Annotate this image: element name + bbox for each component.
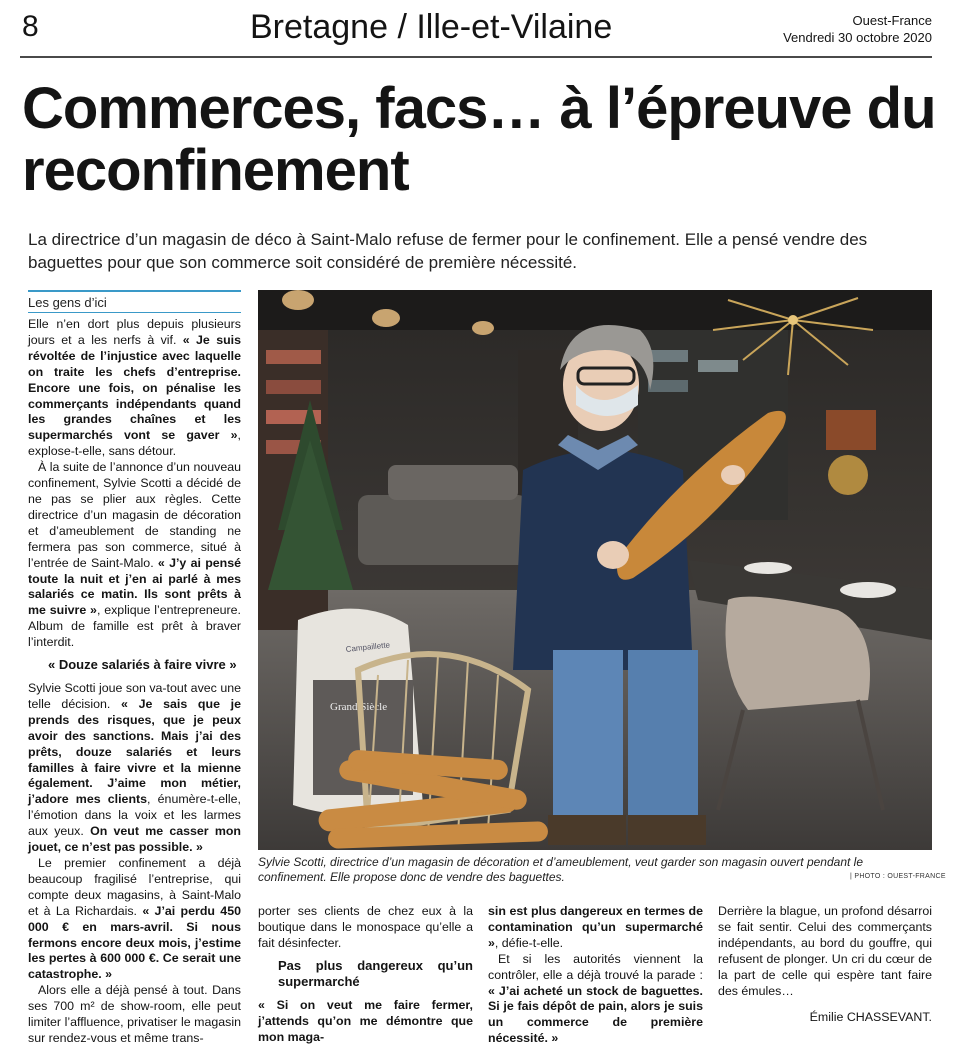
paragraph: Et si les autorités viennent la contrôler, elle a déjà trouvé la parade : « J’ai acheté un stock de baguettes. Si je fais dépôt de pain, alors je suis un commerce de première nécessité. » [488, 951, 703, 1046]
rubric-bottom-bar [28, 312, 241, 313]
page-number: 8 [22, 10, 39, 43]
newspaper-info [783, 12, 932, 46]
header-rule [20, 56, 932, 58]
photo-credit: | PHOTO : OUEST-FRANCE [850, 873, 946, 880]
column-1 [28, 317, 241, 1047]
section-title: Bretagne / Ille-et-Vilaine [250, 8, 613, 46]
column-2 [258, 904, 473, 1045]
photo-illustration [258, 290, 932, 850]
headline: Commerces, facs… à l’épreuve du reconfinement [22, 76, 936, 203]
paragraph: sin est plus dangereux en termes de contamination qu’un supermarché », défie-t-elle. [488, 904, 703, 950]
bag-product: Grand Siècle [330, 701, 388, 713]
paragraph: Elle n’en dort plus depuis plusieurs jours et a les nerfs à vif. « Je suis révoltée de l’injustice avec laquelle on traite les chefs d’entreprise. Encore une fois, on pénalise les commerçants indépendants quand les grandes chaînes et les supermarchés vont se gaver », explose-t-elle, sans détour. [28, 317, 241, 459]
issue-date: Vendredi 30 octobre 2020 [783, 30, 932, 45]
paragraph: À la suite de l’annonce d’un nouveau confinement, Sylvie Scotti a décidé de ne pas se plier aux règles. Cette directrice d’un magasin de décoration et d’ameublement de standing ne fermera pas son commerce, situé à l’entrée de Saint-Malo. « J’y ai pensé toute la nuit et j’en ai parlé à mes salariés ce matin. Ils sont prêts à me suivre », explique l’entrepreneure. Album de famille est prêt à braver l’interdit. [28, 460, 242, 650]
column-3 [488, 904, 703, 1047]
author-signature: Émilie CHASSEVANT. [809, 1010, 932, 1024]
paragraph: porter ses clients de chez eux à la boutique dans le monospace qu’elle a fait désinfecter. [258, 904, 473, 950]
photo-caption: Sylvie Scotti, directrice d’un magasin de décoration et d’ameublement, veut garder son magasin ouvert pendant le confinement. Elle propose donc de vendre des baguettes. [258, 855, 864, 884]
paragraph: Derrière la blague, un profond désarroi se fait sentir. Celui des commerçants indépendants, au bord du gouffre, qui refusent de plonger. Un cri du cœur de la part de celle qui espère tant faire des émules… [718, 904, 932, 998]
standfirst: La directrice d’un magasin de déco à Saint-Malo refuse de fermer pour le confinement. Elle a pensé vendre des baguettes pour que son commerce soit considéré de première nécessité. [28, 230, 868, 272]
paragraph: Alors elle a déjà pensé à tout. Dans ses 700 m² de show-room, elle peut limiter l’affluence, privatiser le magasin sur rendez-vous et même trans- [28, 983, 241, 1045]
intertitle: Pas plus dangereux qu’un supermarché [278, 957, 473, 989]
column-4 [718, 904, 932, 999]
bag-brand: Campaillette [345, 640, 391, 654]
intertitle: « Douze salariés à faire vivre » [48, 657, 237, 673]
paragraph: Sylvie Scotti joue son va-tout avec une telle décision. « Je sais que je prends des risques, que je peux avoir des sanctions. Mais j’ai des prêts, douze salariés et leurs familles à faire vivre et la mienne également. J’aime mon métier, j’adore mes clients, énumère-t-elle, l’émotion dans la voix et les larmes aux yeux. On veut me casser mon jouet, ce n’est pas possible. » [28, 681, 242, 855]
article-photo [258, 290, 932, 850]
paragraph: « Si on veut me faire fermer, j’attends qu’on me démontre que mon maga- [258, 997, 473, 1044]
rubric-label: Les gens d’ici [28, 295, 107, 310]
paragraph: Le premier confinement a déjà beaucoup fragilisé l’entreprise, qui compte deux magasins, à Saint-Malo et à La Richardais. « J’ai perdu 450 000 € en mars-avril. Si nous fermons encore deux mois, j’estime les pertes à 600 000 €. Ce serait une catastrophe. » [28, 856, 241, 982]
rubric [28, 290, 241, 313]
newspaper-name: Ouest-France [852, 13, 932, 28]
